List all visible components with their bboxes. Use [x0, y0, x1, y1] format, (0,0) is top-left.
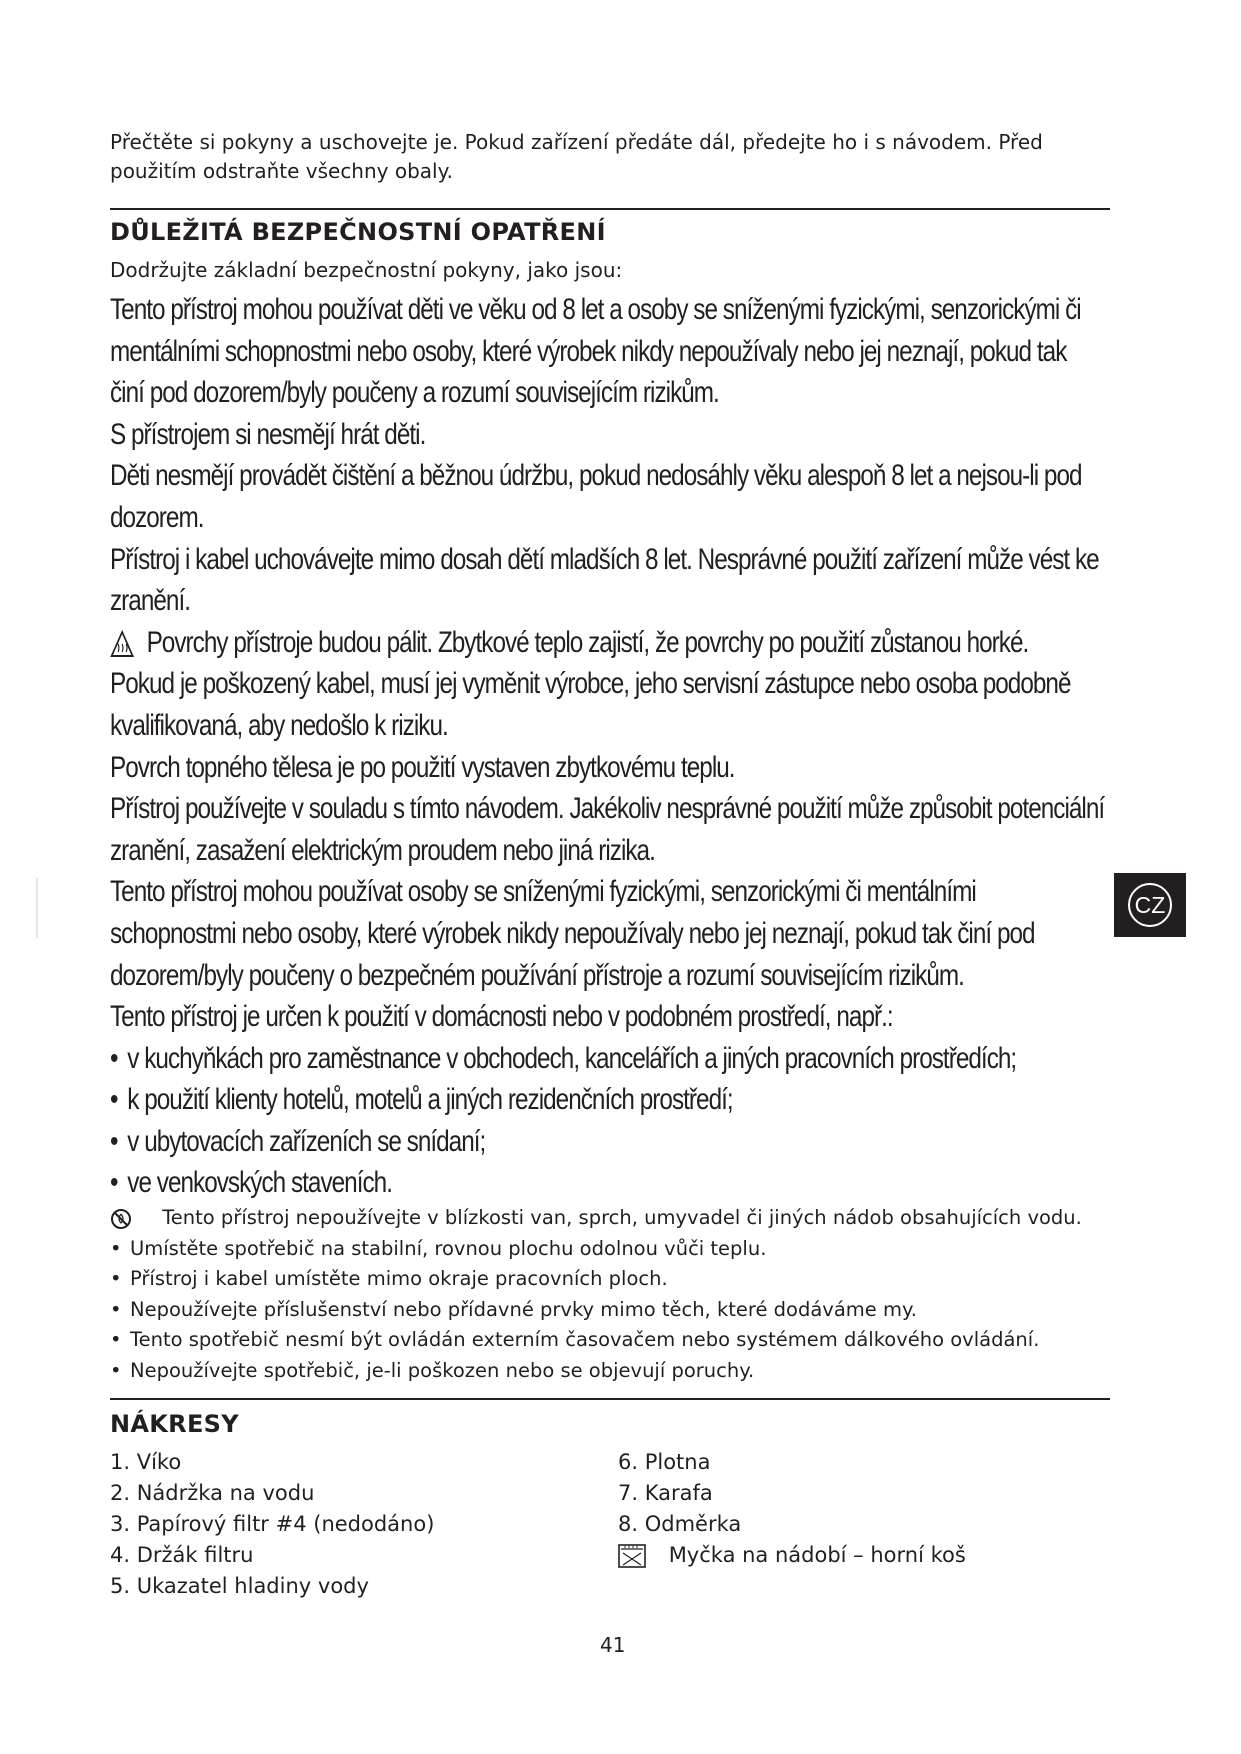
- safety-line: Děti nesmějí provádět čištění a běžnou údržbu, pokud nedosáhly věku alespoň 8 let a nejsou-li pod: [110, 459, 1082, 493]
- dishwasher-note: [618, 1540, 966, 1571]
- page-number: 41: [600, 1633, 626, 1657]
- drawings-list-right: [618, 1447, 966, 1571]
- safety-line: dozorem/byly poučeny o bezpečném používání přístroje a rozumí souvisejícím rizikům.: [110, 958, 964, 992]
- part-item: 8. Odměrka: [618, 1512, 742, 1536]
- margin-mark: [36, 878, 38, 938]
- safety-line: Povrch topného tělesa je po použití vystaven zbytkovému teplu.: [110, 750, 735, 784]
- safety-line: Pokud je poškozený kabel, musí jej vyměnit výrobce, jeho servisní zástupce nebo osoba podobně: [110, 667, 1071, 701]
- water-warning: [110, 1203, 1110, 1234]
- environment-item: • v kuchyňkách pro zaměstnance v obchodech, kancelářích a jiných pracovních prostředích;: [110, 1038, 1151, 1080]
- environment-item: • v ubytovacích zařízeních se snídaní;: [110, 1121, 1151, 1163]
- safety-line: schopnostmi nebo osoby, které výrobek nikdy nepoužívaly nebo jej neznají, pokud tak činí pod: [110, 916, 1035, 950]
- part-item: 6. Plotna: [618, 1450, 711, 1474]
- small-notes: [110, 1203, 1110, 1386]
- safety-line: Tento přístroj mohou používat děti ve věku od 8 let a osoby se sníženými fyzickými, senzorickými či: [110, 293, 1081, 326]
- drawings-list-left: [110, 1447, 434, 1602]
- safety-line: mentálními schopnostmi nebo osoby, které výrobek nikdy nepoužívaly nebo jej neznají, pokud tak: [110, 334, 1067, 368]
- hot-surface-text: Povrchy přístroje budou pálit. Zbytkové teplo zajistí, že povrchy po použití zůstanou horké.: [146, 625, 1029, 659]
- small-bullet: • Umístěte spotřebič na stabilní, rovnou plochu odolnou vůči teplu.: [110, 1236, 767, 1260]
- part-item: 7. Karafa: [618, 1481, 713, 1505]
- safety-line: zranění.: [110, 584, 191, 618]
- small-bullet-text: Tento spotřebič nesmí být ovládán externím časovačem nebo systémem dálkového ovládání.: [130, 1328, 1040, 1351]
- small-bullet: • Přístroj i kabel umístěte mimo okraje pracovních ploch.: [110, 1267, 668, 1290]
- divider: [110, 208, 1110, 210]
- language-tab: [1114, 873, 1186, 937]
- small-bullet: • Nepoužívejte spotřebič, je-li poškozen nebo se objevují poruchy.: [110, 1358, 755, 1382]
- language-tab-label: CZ: [1128, 883, 1172, 927]
- safety-line: činí pod dozorem/byly poučeny a rozumí souvisejícím rizikům.: [110, 376, 719, 410]
- divider: [110, 1398, 1110, 1400]
- small-bullet-text: Nepoužívejte příslušenství nebo přídavné prvky mimo těch, které dodáváme my.: [130, 1297, 917, 1321]
- safety-line: Přístroj používejte v souladu s tímto návodem. Jakékoliv nesprávné použití může způsobit potenciální: [110, 792, 1105, 826]
- small-bullet: • Nepoužívejte příslušenství nebo přídavné prvky mimo těch, které dodáváme my.: [110, 1297, 917, 1321]
- intro-text: Přečtěte si pokyny a uschovejte je. Pokud zařízení předáte dál, předejte ho i s návodem. Před použitím odstraňte všechny obaly.: [110, 130, 1043, 183]
- safety-text: [110, 289, 1150, 1204]
- safety-line: kvalifikovaná, aby nedošlo k riziku.: [110, 708, 448, 742]
- dishwasher-icon: [618, 1544, 646, 1568]
- hot-surface-warning: [110, 622, 1151, 664]
- water-warning-text: Tento přístroj nepoužívejte v blízkosti van, sprch, umyvadel či jiných nádob obsahujících vodu.: [162, 1206, 1082, 1229]
- safety-line: zranění, zasažení elektrickým proudem nebo jiná rizika.: [110, 833, 655, 867]
- part-item: 5. Ukazatel hladiny vody: [110, 1574, 369, 1598]
- safety-line: Tento přístroj mohou používat osoby se sníženými fyzickými, senzorickými či mentálními: [110, 875, 976, 909]
- safety-line: Přístroj i kabel uchovávejte mimo dosah dětí mladších 8 let. Nesprávné použití zařízení může vést ke: [110, 542, 1099, 576]
- safety-heading: DŮLEŽITÁ BEZPEČNOSTNÍ OPATŘENÍ: [110, 218, 606, 246]
- drawings-heading: NÁKRESY: [110, 1410, 239, 1438]
- small-bullet: • Tento spotřebič nesmí být ovládán externím časovačem nebo systémem dálkového ovládání.: [110, 1328, 1040, 1351]
- safety-line: S přístrojem si nesmějí hrát děti.: [110, 417, 426, 451]
- safety-subheading: Dodržujte základní bezpečnostní pokyny, jako jsou:: [110, 258, 623, 282]
- small-bullet-text: Přístroj i kabel umístěte mimo okraje pracovních ploch.: [130, 1267, 668, 1290]
- environment-item: • k použití klienty hotelů, motelů a jiných rezidenčních prostředí;: [110, 1079, 1151, 1121]
- environment-item: • ve venkovských staveních.: [110, 1162, 1151, 1204]
- part-item: 3. Papírový filtr #4 (nedodáno): [110, 1512, 435, 1536]
- safety-line: dozorem.: [110, 500, 204, 534]
- hot-surface-icon: [110, 630, 134, 658]
- safety-line: Tento přístroj je určen k použití v domácnosti nebo v podobném prostředí, např.:: [110, 1000, 893, 1034]
- part-item: 4. Držák filtru: [110, 1543, 254, 1567]
- small-bullet-text: Umístěte spotřebič na stabilní, rovnou plochu odolnou vůči teplu.: [130, 1236, 767, 1260]
- part-item: 1. Víko: [110, 1450, 182, 1474]
- part-item: 2. Nádržka na vodu: [110, 1481, 315, 1505]
- small-bullet-text: Nepoužívejte spotřebič, je-li poškozen nebo se objevují poruchy.: [130, 1358, 755, 1382]
- dishwasher-text: Myčka na nádobí – horní koš: [668, 1543, 966, 1567]
- no-water-icon: [110, 1208, 132, 1230]
